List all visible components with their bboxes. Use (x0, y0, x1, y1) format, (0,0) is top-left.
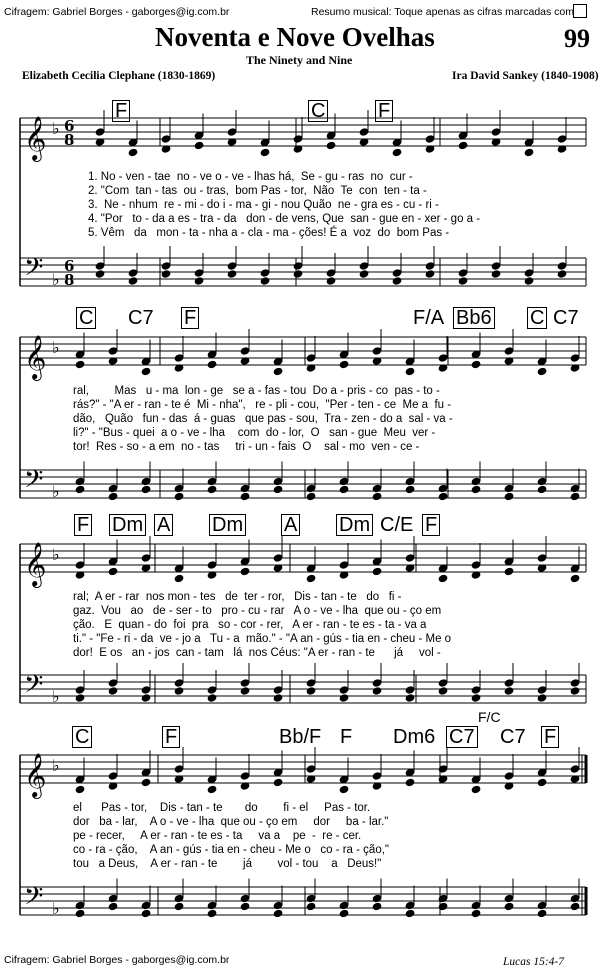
notehead (128, 269, 138, 277)
notehead (405, 778, 415, 786)
notehead (339, 360, 349, 368)
notehead (504, 679, 514, 687)
notehead (108, 557, 118, 565)
notehead (207, 775, 217, 783)
notehead (359, 128, 369, 136)
notehead (108, 687, 118, 695)
notehead (339, 485, 349, 493)
notehead (306, 902, 316, 910)
notehead (174, 902, 184, 910)
notehead (471, 785, 481, 793)
time-signature-top: 6 (64, 117, 75, 135)
notehead (95, 128, 105, 136)
notehead (306, 687, 316, 695)
notehead (438, 354, 448, 362)
notehead (372, 567, 382, 575)
chord: C7 (500, 726, 526, 748)
notehead (141, 778, 151, 786)
chord: F (74, 514, 92, 536)
notehead (339, 561, 349, 569)
notehead (108, 567, 118, 575)
notehead (108, 492, 118, 500)
lyric-line: ti." - "Fe - ri - da ve - jo a Tu - a mão." - "A an - gús - tia en - cheu - Me o (73, 633, 452, 645)
notehead (570, 574, 580, 582)
bass-clef-icon: 𝄢 (24, 253, 44, 288)
lyric-line: pe - recer, A er - ran - te es - ta va a pe - re - cer. (73, 830, 362, 842)
chord: Dm6 (393, 726, 436, 748)
arranger-credit: Cifragem: Gabriel Borges - gaborges@ig.com.br (4, 6, 230, 18)
notehead (273, 485, 283, 493)
notehead (491, 128, 501, 136)
notehead (128, 138, 138, 146)
notehead (161, 135, 171, 143)
notehead (273, 686, 283, 694)
notehead (372, 902, 382, 910)
lyric-line: dor! E os an - jos can - tam lá nos Céus: "A er - ran - te já vol - (73, 647, 441, 659)
notehead (108, 679, 118, 687)
notehead (372, 557, 382, 565)
notehead (339, 785, 349, 793)
notehead (75, 350, 85, 358)
notehead (504, 557, 514, 565)
notehead (504, 567, 514, 575)
notehead (174, 574, 184, 582)
chord: C7 (128, 307, 154, 329)
notehead (471, 686, 481, 694)
chord: C (527, 307, 547, 329)
notehead (458, 141, 468, 149)
notehead (359, 270, 369, 278)
lyric-line: ral, Mas u - ma lon - ge se a - fas - tou Do a - pris - co pas - to - (73, 385, 440, 397)
chord: Dm (336, 514, 373, 536)
notehead (471, 350, 481, 358)
treble-clef-icon: 𝄞 (24, 542, 47, 586)
notehead (227, 262, 237, 270)
notehead (273, 909, 283, 917)
notehead (425, 270, 435, 278)
notehead (141, 768, 151, 776)
chord: F (375, 100, 393, 122)
notehead (425, 135, 435, 143)
chord: F (422, 514, 440, 536)
notehead (108, 902, 118, 910)
treble-clef-icon: 𝄞 (24, 335, 47, 379)
lyric-line: 5. Vêm da mon - ta - nha a - cla - ma - ções! É a voz do bom Pas - (88, 227, 450, 239)
notehead (425, 262, 435, 270)
notehead (504, 492, 514, 500)
chord: C7 (553, 307, 579, 329)
chord: F (112, 100, 130, 122)
notehead (141, 686, 151, 694)
notehead (405, 485, 415, 493)
notehead (260, 138, 270, 146)
notehead (537, 554, 547, 562)
lyric-line: 1. No - ven - tae no - ve o - ve - lhas há, Se - gu - ras no cur - (88, 171, 413, 183)
notehead (372, 679, 382, 687)
notehead (405, 768, 415, 776)
notehead (458, 277, 468, 285)
notehead (240, 557, 250, 565)
flat-icon: ♭ (52, 482, 60, 501)
notehead (537, 778, 547, 786)
time-signature-bottom: 8 (64, 131, 75, 149)
song-subtitle: The Ninety and Nine (246, 53, 353, 67)
chord: Bb/F (279, 726, 322, 748)
notehead (273, 694, 283, 702)
notehead (95, 270, 105, 278)
notehead (108, 772, 118, 780)
chord: F (181, 307, 199, 329)
notehead (306, 564, 316, 572)
notehead (141, 694, 151, 702)
notehead (339, 909, 349, 917)
notehead (570, 354, 580, 362)
notehead (108, 347, 118, 355)
notehead (75, 909, 85, 917)
notehead (194, 269, 204, 277)
notehead (405, 686, 415, 694)
notehead (260, 269, 270, 277)
notehead (438, 679, 448, 687)
notehead (306, 574, 316, 582)
notehead (240, 772, 250, 780)
notehead (438, 687, 448, 695)
notehead (240, 492, 250, 500)
notehead (557, 262, 567, 270)
notehead (392, 277, 402, 285)
notehead (75, 694, 85, 702)
notehead (392, 138, 402, 146)
notehead (339, 694, 349, 702)
lyric-line: dão, Quão fun - das á - guas que pas - sou, Tra - zen - do a sal - va - (73, 413, 453, 425)
lyric-line: 4. "Por to - da a es - tra - da don - de vens, Que san - gue en - xer - go a - (88, 213, 481, 225)
notehead (471, 360, 481, 368)
time-signature-top: 6 (64, 257, 75, 275)
notehead (75, 785, 85, 793)
notehead (227, 270, 237, 278)
notehead (75, 686, 85, 694)
lyric-line: el Pas - tor, Dis - tan - te do fi - el Pas - tor. (73, 802, 371, 814)
lyricist: Elizabeth Cecilia Clephane (1830-1869) (22, 70, 216, 82)
notehead (405, 357, 415, 365)
notehead (240, 687, 250, 695)
notehead (524, 148, 534, 156)
flat-icon: ♭ (52, 687, 60, 706)
notehead (306, 354, 316, 362)
lyric-line: dor ba - lar, A o - ve - lha que ou - ço em dor ba - lar." (73, 816, 389, 828)
notehead (491, 262, 501, 270)
notehead (207, 694, 217, 702)
notehead (141, 554, 151, 562)
notehead (537, 686, 547, 694)
chord: F (541, 726, 559, 748)
notehead (570, 492, 580, 500)
notehead (524, 269, 534, 277)
chord: Dm (209, 514, 246, 536)
lyric-line: co - ra - ção, A an - gús - tia en - cheu - Me o co - ra - ção," (73, 844, 389, 856)
notehead (326, 141, 336, 149)
notehead (240, 347, 250, 355)
chord: F (162, 726, 180, 748)
notehead (372, 492, 382, 500)
notehead (273, 367, 283, 375)
notehead (273, 357, 283, 365)
notehead (75, 561, 85, 569)
notehead (405, 909, 415, 917)
notehead (240, 567, 250, 575)
notehead (504, 902, 514, 910)
notehead (524, 138, 534, 146)
chord: F (340, 726, 353, 748)
notehead (570, 902, 580, 910)
hymn-number: 99 (564, 24, 590, 53)
notehead (174, 687, 184, 695)
notehead (174, 492, 184, 500)
lyric-line: ção. E quan - do foi pra so - cor - rer, A er - ran - te es - ta - va a (73, 619, 427, 631)
notehead (438, 492, 448, 500)
notehead (570, 679, 580, 687)
flat-icon: ♭ (52, 899, 60, 918)
bass-clef-icon: 𝄢 (24, 670, 44, 705)
notehead (326, 131, 336, 139)
notehead (405, 694, 415, 702)
notehead (273, 768, 283, 776)
notehead (372, 687, 382, 695)
notehead (392, 269, 402, 277)
notehead (339, 350, 349, 358)
notehead (524, 277, 534, 285)
notehead (471, 561, 481, 569)
notehead (405, 367, 415, 375)
notehead (405, 554, 415, 562)
notehead (570, 765, 580, 773)
notehead (557, 135, 567, 143)
notehead (293, 262, 303, 270)
chord: F/C (478, 709, 501, 725)
notehead (557, 270, 567, 278)
notehead (339, 775, 349, 783)
bass-clef-icon: 𝄢 (24, 882, 44, 917)
notehead (372, 347, 382, 355)
notehead (174, 354, 184, 362)
song-title: Noventa e Nove Ovelhas (155, 22, 435, 52)
notehead (537, 694, 547, 702)
scripture-reference: Lucas 15:4-7 (503, 956, 565, 968)
notehead (326, 277, 336, 285)
notehead (273, 778, 283, 786)
chord: F/A (413, 307, 445, 329)
notehead (537, 768, 547, 776)
notehead (458, 131, 468, 139)
notehead (293, 135, 303, 143)
notehead (306, 679, 316, 687)
notehead (240, 902, 250, 910)
lyric-line: rás?" - "A er - ran - te é Mi - nha", re - pli - cou, "Per - ten - ce Me a fu - (73, 399, 452, 411)
notehead (537, 357, 547, 365)
flat-icon: ♭ (52, 338, 60, 357)
notehead (273, 554, 283, 562)
summary-note: Resumo musical: Toque apenas as cifras marcadas com (311, 6, 575, 18)
notehead (75, 775, 85, 783)
treble-clef-icon: 𝄞 (24, 116, 47, 160)
notehead (537, 367, 547, 375)
notehead (207, 485, 217, 493)
notehead (537, 485, 547, 493)
lyric-line: ral; A er - rar nos mon - tes de ter - ror, Dis - tan - te do fi - (73, 591, 402, 603)
notehead (95, 262, 105, 270)
notehead (537, 909, 547, 917)
notehead (306, 765, 316, 773)
notehead (471, 909, 481, 917)
composer: Ira David Sankey (1840-1908) (452, 70, 599, 82)
notehead (207, 686, 217, 694)
notehead (128, 148, 138, 156)
chord: A (154, 514, 173, 536)
lyric-line: gaz. Vou ao de - ser - to pro - cu - rar A o - ve - lha que ou - ço em (73, 605, 442, 617)
notehead (504, 347, 514, 355)
notehead (260, 148, 270, 156)
notehead (141, 357, 151, 365)
notehead (161, 262, 171, 270)
notehead (438, 574, 448, 582)
notehead (141, 367, 151, 375)
notehead (174, 765, 184, 773)
notehead (207, 360, 217, 368)
lyric-line: tor! Res - so - a em no - tas tri - un - fais O sal - mo ven - ce - (73, 441, 420, 453)
notehead (75, 360, 85, 368)
flat-icon: ♭ (52, 756, 60, 775)
notehead (207, 785, 217, 793)
lyric-line: li?" - "Bus - quei a o - ve - lha com do - lor, O san - gue Meu ver - (73, 427, 436, 439)
notehead (504, 772, 514, 780)
chord: C (308, 100, 328, 122)
notehead (570, 564, 580, 572)
notehead (260, 277, 270, 285)
time-signature-bottom: 8 (64, 271, 75, 289)
notehead (438, 564, 448, 572)
notehead (194, 131, 204, 139)
notehead (128, 277, 138, 285)
notehead (174, 679, 184, 687)
chord: Bb6 (453, 307, 495, 329)
notehead (570, 687, 580, 695)
notehead (471, 485, 481, 493)
notehead (207, 350, 217, 358)
notehead (504, 687, 514, 695)
notehead (392, 148, 402, 156)
lyric-line: 2. "Com tan - tas ou - tras, bom Pas - tor, Não Te con ten - ta - (88, 185, 427, 197)
chord: A (281, 514, 300, 536)
notehead (471, 775, 481, 783)
flat-icon: ♭ (52, 119, 60, 138)
treble-clef-icon: 𝄞 (24, 753, 47, 797)
notehead (326, 269, 336, 277)
notehead (458, 269, 468, 277)
bass-clef-icon: 𝄢 (24, 465, 44, 500)
chord: C/E (380, 514, 414, 536)
notehead (471, 694, 481, 702)
notehead (194, 277, 204, 285)
flat-icon: ♭ (52, 545, 60, 564)
notehead (207, 561, 217, 569)
notehead (372, 772, 382, 780)
notehead (141, 909, 151, 917)
notehead (161, 270, 171, 278)
notehead (194, 141, 204, 149)
notehead (339, 686, 349, 694)
chord: C7 (446, 726, 478, 748)
chord: C (76, 307, 96, 329)
notehead (359, 262, 369, 270)
notehead (227, 128, 237, 136)
flat-icon: ♭ (52, 270, 60, 289)
lyric-line: tou a Deus, A er - ran - te já vol - tou a Deus!" (73, 858, 382, 870)
notehead (75, 485, 85, 493)
notehead (240, 679, 250, 687)
notehead (491, 270, 501, 278)
notehead (207, 909, 217, 917)
lyric-line: 3. Ne - nhum re - mi - do i - ma - gi - nou Quão ne - gra es - cu - ri - (88, 199, 439, 211)
notehead (293, 270, 303, 278)
notehead (141, 485, 151, 493)
notehead (174, 564, 184, 572)
footer-credit: Cifragem: Gabriel Borges - gaborges@ig.com.br (4, 954, 230, 966)
notehead (306, 492, 316, 500)
chord: C (72, 726, 92, 748)
chord: Dm (109, 514, 146, 536)
